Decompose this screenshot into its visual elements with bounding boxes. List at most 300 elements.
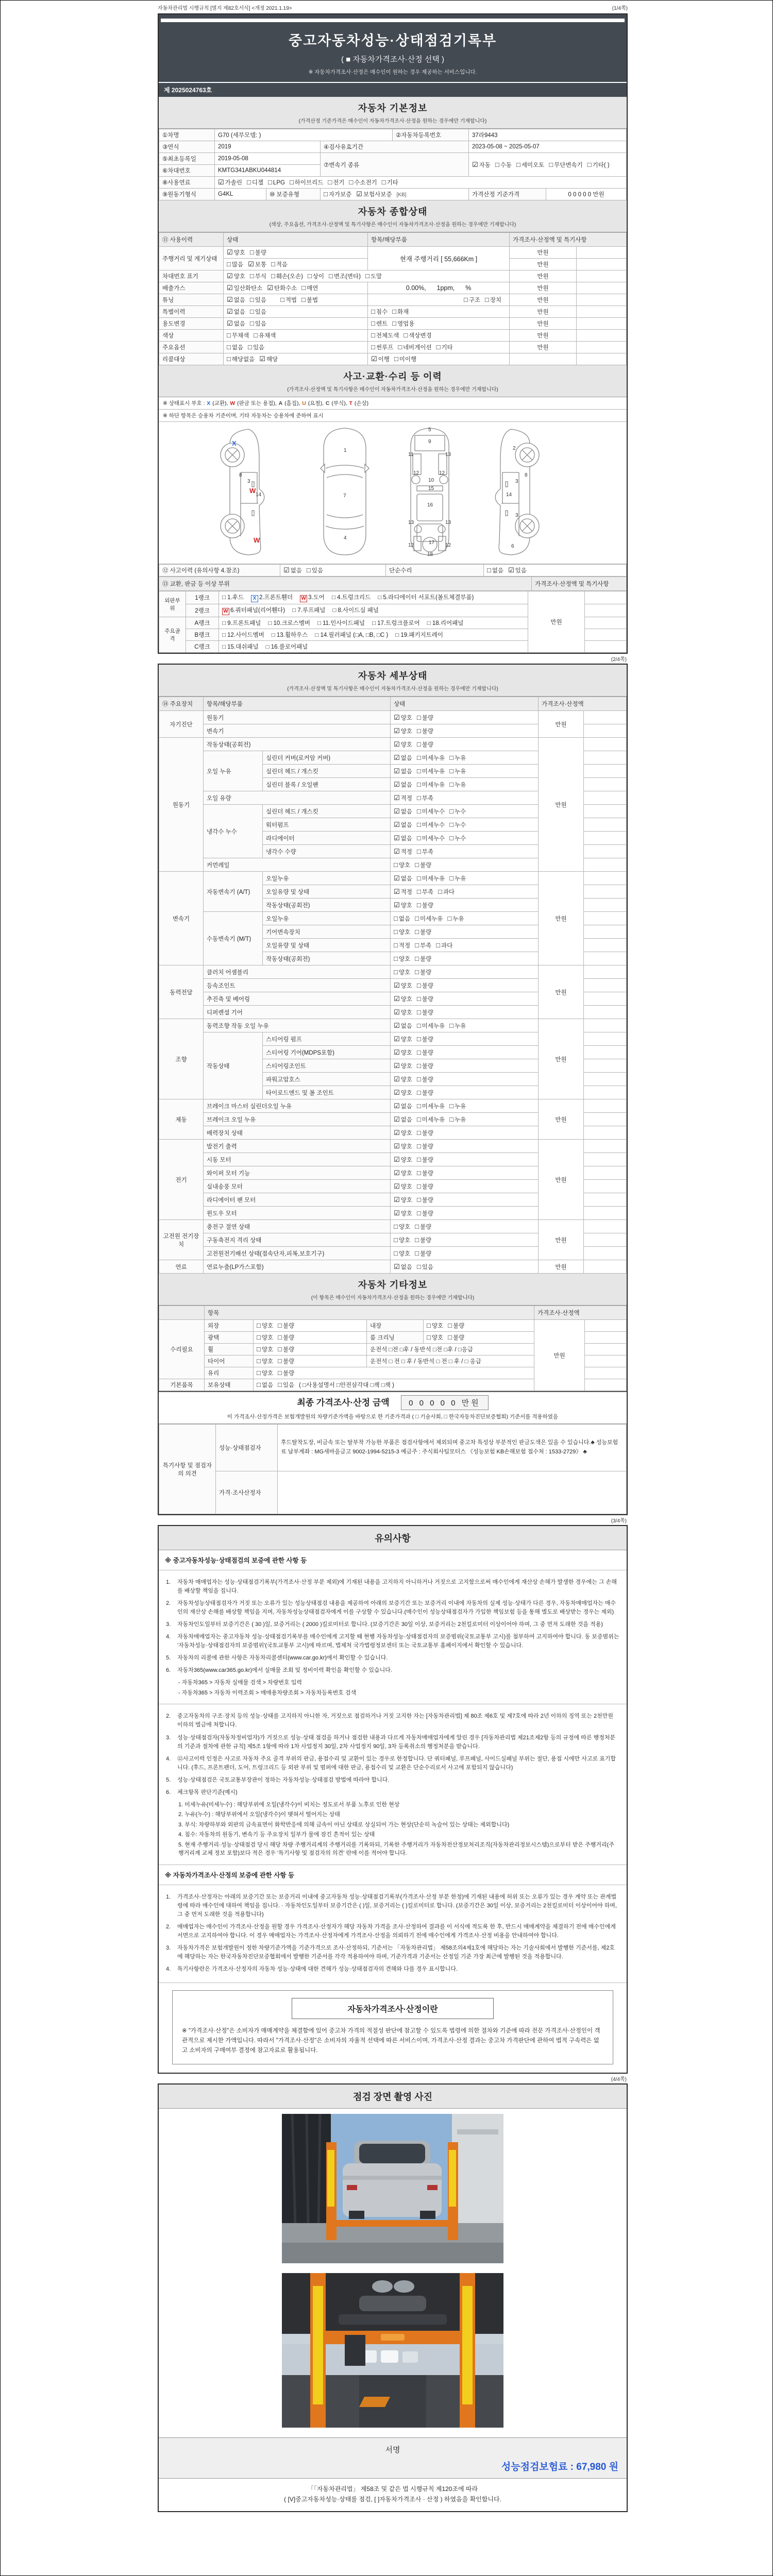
panel-item-16: □ 16.플로어패널 <box>265 644 308 650</box>
checkbox-checked: ☑ 없음 <box>394 1021 412 1029</box>
block-page1 <box>158 13 628 654</box>
checkbox-unchecked: □ 양호 <box>257 1345 274 1353</box>
checked-box-icon: ☑ <box>227 248 233 256</box>
checkbox-unchecked: □ 불량 <box>278 1333 295 1341</box>
notice-title: 유의사항 <box>159 1526 627 1550</box>
circle-element <box>438 526 445 533</box>
checkbox-unchecked: □ 있음 <box>249 308 266 315</box>
note-cell <box>584 1220 627 1233</box>
tbody-element <box>159 233 627 365</box>
rect-element <box>506 482 508 487</box>
notice-item-text: 자동차인도일부터 보증기간은 ( 30 )일, 보증거리는 ( 2000 )킬로미터로 합니다. (보증기간은 30일 이상, 보증거리는 2천킬로미터 이상이어야 하며, 그 중 먼저 도래한 것을 적용) <box>177 1621 603 1628</box>
note-cell <box>585 1332 627 1344</box>
detail-group-제동: 제동 <box>159 1099 204 1140</box>
checkbox-unchecked: □ 있음 <box>248 343 265 351</box>
unchecked-box-icon: □ <box>222 632 228 638</box>
detail-subitem: 오일누유 <box>263 872 391 885</box>
checked-box-icon: ☑ <box>508 566 514 574</box>
note-cell <box>584 965 627 979</box>
panel-item-7: □ 7.루프패널 <box>292 607 326 614</box>
repair-group-label: 수리필요 <box>159 1320 205 1379</box>
unchecked-box-icon: □ <box>278 1357 282 1365</box>
rect-element <box>449 2150 456 2207</box>
note-cell <box>585 641 627 653</box>
text-element: 10 <box>428 478 434 483</box>
simple-repair-checks <box>484 565 627 577</box>
checkbox-unchecked: □ 매연 <box>301 284 318 292</box>
field-vin-label: ⑥차대번호 <box>159 165 215 177</box>
notice-item-text: 특기사항란은 가격조사·산정자의 자동차 성능·상태에 대한 견해가 성능·상태점검자의 견해와 다를 경우 표시합니다. <box>177 1966 458 1973</box>
rect-element <box>282 2243 503 2263</box>
row-usage-label: 용도변경 <box>159 318 224 330</box>
ellipse-element <box>394 2280 414 2293</box>
detail-status <box>391 1247 539 1260</box>
row-options-label: 주요옵션 <box>159 342 224 353</box>
unchecked-box-icon: □ <box>246 178 251 186</box>
notice-subitem: 5. 현재 주행거리·성능·상태점검 당시 해당 차량 주행거리계의 주행거리를 기록하되, 기록한 주행거리가 자동차전산정보처리조직(자동차관리정보시스템)으로부터 받은 주행거리(주행거리계 교체 정보 포함)보다 적은 경우 '특기사항 및 점검자의 의견' 란에 이를 적어야 합니다. <box>178 1841 614 1857</box>
unchecked-box-icon: □ <box>289 178 294 186</box>
legend-symbol-A: A <box>278 400 283 406</box>
unchecked-box-icon: □ <box>416 1182 421 1190</box>
detail-col-item: 항목/해당부품 <box>204 697 391 711</box>
block-page4 <box>158 2083 628 2512</box>
detail-col-state: 상태 <box>391 697 539 711</box>
field-reg-no-value: 37라9443 <box>469 129 627 141</box>
detail-price-cell: 만원 <box>539 1099 584 1140</box>
detail-status <box>391 724 539 738</box>
inspection-photo-1 <box>159 2109 627 2273</box>
detail-status <box>391 1032 539 1046</box>
emission-checks <box>224 282 368 294</box>
notice-item-number: 3. <box>166 1945 171 1952</box>
legend-symbol-W: W <box>230 400 236 406</box>
unchecked-box-icon: □ <box>394 914 398 922</box>
checkbox-unchecked: □ 누유 <box>449 874 466 882</box>
text-element: 12 <box>408 543 414 548</box>
rect-element <box>331 2220 454 2227</box>
rect-element <box>339 2314 447 2325</box>
unchecked-box-icon: □ <box>365 272 369 280</box>
recall-checks <box>224 353 368 365</box>
row-emission-label: 배출가스 <box>159 282 224 294</box>
tr-element <box>159 270 627 282</box>
checkbox-checked: ☑ 자동 <box>472 160 491 168</box>
exterior-checks <box>254 1320 367 1332</box>
detail-item: 냉각수 누수 <box>204 805 263 858</box>
unchecked-box-icon: □ <box>449 1101 454 1110</box>
text-element: 11 <box>408 452 414 457</box>
text-element: 12 <box>445 543 451 548</box>
text-element: 15 <box>428 486 434 492</box>
checkbox-unchecked: □ 양호 <box>394 860 411 869</box>
exchange-price-header: 가격조사·산정액 및 특기사항 <box>532 577 627 591</box>
checkbox-checked: ☑ 양호 <box>394 1008 412 1016</box>
checkbox-unchecked: □ 누유 <box>449 1021 466 1029</box>
span-element <box>257 1382 299 1388</box>
unchecked-box-icon: □ <box>398 343 402 351</box>
ellipse-element <box>372 2280 393 2293</box>
note-cell <box>584 1140 627 1153</box>
rank-category: 주요골격 <box>159 617 186 653</box>
options-checks <box>224 342 368 353</box>
checkbox-unchecked: □ 미세누유 <box>416 1115 445 1123</box>
field-fuel-checks <box>215 177 627 189</box>
checkbox-unchecked: □ 양호 <box>394 1235 411 1244</box>
unchecked-box-icon: □ <box>315 632 321 638</box>
field-reg-no-label: ②자동차등록번호 <box>393 129 469 141</box>
checkbox-unchecked: □ 불량 <box>416 1142 433 1150</box>
text-element: 12 <box>439 470 445 476</box>
unchecked-box-icon: □ <box>448 1333 452 1341</box>
row-tuning-label: 튜닝 <box>159 294 224 306</box>
checkbox-checked: ☑ 양호 <box>227 248 245 256</box>
checkbox-unchecked: □ 불량 <box>416 1182 433 1190</box>
opinion-table <box>159 1424 627 1514</box>
row-color-label: 색상 <box>159 330 224 342</box>
detail-status <box>391 952 539 965</box>
rank-label: A랭크 <box>186 617 219 629</box>
checkbox-checked: ☑ 양호 <box>394 1048 412 1056</box>
checkbox-checked: ☑ 없음 <box>394 767 412 775</box>
field-first-reg-value: 2019-05-08 <box>215 153 321 165</box>
checked-box-icon: ☑ <box>394 1035 400 1043</box>
detail-status <box>391 1220 539 1233</box>
confirmation-footer <box>159 2479 627 2511</box>
note-cell <box>585 591 627 604</box>
tire-label: 타이어 <box>205 1355 254 1367</box>
unchecked-box-icon: □ <box>268 620 274 626</box>
appraiser-opinion <box>278 1471 627 1514</box>
unchecked-box-icon: □ <box>449 1115 454 1123</box>
rect-element <box>359 2296 426 2311</box>
unchecked-box-icon: □ <box>394 860 398 869</box>
detail-group-연료: 연료 <box>159 1260 204 1274</box>
checkbox-unchecked: □ 누유 <box>449 780 466 788</box>
checked-box-icon: ☑ <box>394 1209 400 1217</box>
checkbox-checked: ☑ 양호 <box>394 994 412 1003</box>
note-cell <box>584 1019 627 1032</box>
rank-label: 1랭크 <box>186 591 219 604</box>
row-recall-label: 리콜대상 <box>159 353 224 365</box>
checkbox-checked: ☑ 해당 <box>259 355 278 363</box>
checkbox-unchecked: □ 무단변속기 <box>549 160 583 168</box>
special-checks <box>224 306 368 318</box>
checkbox-unchecked: □ 없음 <box>257 1381 274 1388</box>
price-cell: 만원 <box>510 270 577 282</box>
unchecked-box-icon: □ <box>278 1369 282 1377</box>
detail-subitem: 작동상태(공회전) <box>263 899 391 912</box>
color-checks <box>224 330 368 342</box>
checkbox-unchecked: □ LPG <box>268 178 285 186</box>
tbody-element <box>159 1306 627 1391</box>
panel-mark-W: W <box>222 608 229 615</box>
checkbox-unchecked: □ 유채색 <box>254 331 276 339</box>
appraiser-label: 가격·조사산정자 <box>216 1471 278 1514</box>
detail-status <box>391 1059 539 1073</box>
rect-element <box>343 2176 442 2180</box>
unchecked-box-icon: □ <box>416 1048 421 1056</box>
tr-element <box>159 1471 627 1514</box>
checkbox-checked: ☑ 탄화수소 <box>267 284 297 292</box>
tr-element <box>159 577 627 591</box>
checked-box-icon: ☑ <box>394 847 400 855</box>
checked-box-icon: ☑ <box>394 901 400 909</box>
notice-list-2 <box>159 1704 627 1865</box>
detail-title: 자동차 세부상태 <box>358 671 428 681</box>
checkbox-unchecked: □ 불량 <box>415 927 432 936</box>
tr-element <box>159 247 627 259</box>
notice-section1-title: ※ 중고자동차성능·상태점검의 보증에 관한 사항 등 <box>159 1550 627 1570</box>
unchecked-box-icon: □ <box>416 874 421 882</box>
final-price-value: 0 0 0 0 0 만원 <box>401 1395 489 1410</box>
path-element <box>327 515 363 518</box>
meta-row <box>158 3 628 13</box>
unchecked-box-icon: □ <box>257 1345 261 1353</box>
tr-element <box>159 177 627 189</box>
checkbox-unchecked: □ 불량 <box>278 1369 295 1377</box>
detail-group-변속기: 변속기 <box>159 872 204 965</box>
unchecked-box-icon: □ <box>254 331 258 339</box>
unchecked-box-icon: □ <box>271 632 277 638</box>
unchecked-box-icon: □ <box>249 272 254 280</box>
checked-box-icon: ☑ <box>227 296 233 303</box>
checkbox-unchecked: □ 과다 <box>438 887 455 895</box>
tbody-element <box>159 697 627 711</box>
rect-element <box>252 511 254 516</box>
path-element <box>326 465 364 468</box>
note-cell <box>577 318 627 330</box>
note-cell <box>584 1073 627 1086</box>
detail-item: 배력장치 상태 <box>204 1126 391 1140</box>
detail-status <box>391 845 539 858</box>
note-cell <box>584 1193 627 1207</box>
unchecked-box-icon: □ <box>415 968 419 976</box>
panel-item-18: □ 18.리어패널 <box>427 620 464 626</box>
checkbox-checked: ☑ 없음 <box>283 566 302 574</box>
unchecked-box-icon: □ <box>487 566 491 574</box>
unchecked-box-icon: □ <box>416 1075 421 1083</box>
price-cell: 만원 <box>510 259 577 270</box>
unchecked-box-icon: □ <box>416 887 421 895</box>
checkbox-unchecked: □ 양호 <box>427 1321 444 1329</box>
checkbox-unchecked: □ 불량 <box>448 1321 465 1329</box>
basic-info-subtitle: (가격산정 기준가격은 매수인이 자동차가격조사·산정을 원하는 경우에만 기재합니다) <box>298 118 487 124</box>
checkbox-unchecked: □ 누수 <box>449 807 466 815</box>
checked-box-icon: ☑ <box>394 1168 400 1177</box>
unchecked-box-icon: □ <box>257 1321 261 1329</box>
tr-element <box>159 318 627 330</box>
unchecked-box-icon: □ <box>416 847 421 855</box>
detail-item: 충전구 절연 상태 <box>204 1220 391 1233</box>
notice-subitem: 2. 누유(누수) : 해당부위에서 오일(냉각수)이 맺혀서 떨어지는 상태 <box>178 1811 340 1818</box>
text-element: 3 <box>515 479 518 484</box>
panel-item-3: W 3.도어 <box>300 593 325 602</box>
checkbox-unchecked: □ 불법 <box>301 296 318 303</box>
unchecked-box-icon: □ <box>449 807 454 815</box>
tbody-element <box>159 1425 627 1514</box>
checked-box-icon: ☑ <box>394 981 400 989</box>
unchecked-box-icon: □ <box>257 1357 261 1365</box>
checkbox-checked: ☑ 양호 <box>394 1035 412 1043</box>
unchecked-box-icon: □ <box>415 954 419 962</box>
text-element: 13 <box>445 452 451 457</box>
unchecked-box-icon: □ <box>249 248 254 256</box>
notice-item-text: 자동차365(www.car365.go.kr)에서 실매물 조회 및 정비이력 확인을 확인할 수 있습니다. <box>177 1667 392 1674</box>
etc-table <box>159 1306 627 1391</box>
note-cell <box>584 1006 627 1019</box>
checkbox-checked: ☑ 있음 <box>508 566 527 574</box>
note-cell <box>584 925 627 939</box>
checked-box-icon: ☑ <box>371 355 377 363</box>
checked-box-icon: ☑ <box>394 874 400 882</box>
checkbox-unchecked: □ 양호 <box>394 927 411 936</box>
checkbox-unchecked: □ 구조 <box>463 296 480 303</box>
note-cell <box>584 1207 627 1220</box>
detail-status <box>391 711 539 724</box>
note-cell <box>577 306 627 318</box>
unchecked-box-icon: □ <box>257 1381 261 1388</box>
unchecked-box-icon: □ <box>307 272 312 280</box>
checkbox-unchecked: □ 없음 <box>227 343 244 351</box>
checkbox-checked: ☑ 양호 <box>394 1209 412 1217</box>
rank-label: 2랭크 <box>186 604 219 617</box>
col-state: 상태 <box>224 233 368 247</box>
field-car-name-value: G70 (세부모델: ) <box>215 129 393 141</box>
text-element: 6 <box>511 544 514 549</box>
panel-item-6: W 6.쿼터패널(리어휀다) <box>222 606 285 615</box>
checkbox-unchecked: □ 불량 <box>416 1048 433 1056</box>
detail-status <box>391 1099 539 1113</box>
detail-price-cell: 만원 <box>539 1220 584 1260</box>
checkbox-unchecked: □ 훼손(오손) <box>271 272 303 280</box>
checkbox-unchecked: □ 네비게이션 <box>398 343 432 351</box>
checkbox-unchecked: □ 미세누수 <box>416 807 445 815</box>
notice-item-number: 4. <box>166 1966 171 1973</box>
etc-col-item: 항목 <box>205 1306 534 1320</box>
text-element: 9 <box>428 439 431 445</box>
unchecked-box-icon: □ <box>436 941 441 949</box>
panel-item-15: □ 15.대쉬패널 <box>222 644 259 650</box>
header-stripe <box>161 19 625 22</box>
unchecked-box-icon: □ <box>416 1168 421 1177</box>
tr-element <box>159 872 627 885</box>
unchecked-box-icon: □ <box>317 620 323 626</box>
checkbox-checked: ☑ 양호 <box>394 1088 412 1096</box>
checkbox-unchecked: □ 상이 <box>307 272 324 280</box>
checkbox-checked: ☑ 없음 <box>394 834 412 842</box>
mileage-status1 <box>224 247 368 259</box>
text-element: 7 <box>343 493 346 499</box>
checkbox-unchecked: □ 색상변경 <box>404 331 432 339</box>
accident-note2: ※ 하단 항목은 승용차 기준이며, 기타 자동차는 승용차에 준하여 표시 <box>159 410 627 422</box>
basic-info-title: 자동차 기본정보 <box>358 103 428 113</box>
tuning-type-checks <box>368 294 510 306</box>
note-cell <box>585 1320 627 1332</box>
accident-history-label: ⑫ 사고이력 (유의사항 4.참조) <box>159 565 280 577</box>
unchecked-box-icon: □ <box>257 1333 261 1341</box>
detail-item: 자동변속기 (A/T) <box>204 872 263 912</box>
unchecked-box-icon: □ <box>427 620 432 626</box>
tbody-element <box>159 565 627 577</box>
base-price-label: 가격산정 기준가격 <box>469 189 546 200</box>
checkbox-checked: ☑ 양호 <box>227 272 245 280</box>
notice-item-text: 자동차성능상태점검자가 거짓 또는 오류가 있는 성능상태점검 내용을 제공하여 아래의 보증기간 또는 보증거리 이내에 자동차의 실제 성능·상태가 다른 경우, 자동차매매업자는 매수인의 재산상 손해를 배상할 책임을 지며, 자동차성능상태점검자에게 이를 구상할 수 있습니다.(매수인이 성능상태점검자가 가입한 책임보험 등을 통해 별도로 배상받는 경우는 제외) <box>177 1600 616 1616</box>
note-cell <box>584 791 627 805</box>
rect-element <box>349 2211 364 2219</box>
checked-box-icon: ☑ <box>394 1182 400 1190</box>
checkbox-unchecked: □ 부족 <box>415 941 432 949</box>
unchecked-box-icon: □ <box>278 1333 282 1341</box>
note-cell <box>577 259 627 270</box>
unchecked-box-icon: □ <box>324 190 328 198</box>
unchecked-box-icon: □ <box>416 726 421 735</box>
checked-box-icon: ☑ <box>394 834 400 842</box>
note-cell <box>584 1099 627 1113</box>
price-cell: 만원 <box>510 282 577 294</box>
checkbox-unchecked: □ 부식 <box>249 272 266 280</box>
unchecked-box-icon: □ <box>416 767 421 775</box>
field-engine-type-label: ⑨원동기형식 <box>159 189 215 200</box>
unchecked-box-icon: □ <box>416 1061 421 1070</box>
rank-category: 외판부위 <box>159 591 186 617</box>
notice-item <box>166 1893 619 1919</box>
notice-item <box>166 1620 619 1629</box>
unchecked-box-icon: □ <box>278 1345 282 1353</box>
unchecked-box-icon: □ <box>463 296 468 303</box>
unchecked-box-icon: □ <box>378 595 383 601</box>
checkbox-unchecked: □ 침수 <box>371 308 388 315</box>
warranty-provider: [KB] <box>396 192 407 198</box>
special-type-checks <box>368 306 510 318</box>
note-cell <box>584 751 627 765</box>
detail-status <box>391 912 539 925</box>
rect-element <box>313 2286 323 2404</box>
detail-status <box>391 1126 539 1140</box>
tr-element <box>159 1019 627 1032</box>
detail-status <box>391 765 539 778</box>
checkbox-unchecked: □ 양호 <box>394 1222 411 1230</box>
accident-history-table <box>159 564 627 577</box>
checkbox-checked: ☑ 양호 <box>394 1195 412 1204</box>
unchecked-box-icon: □ <box>415 914 419 922</box>
page-marker-3: (3/4쪽) <box>611 1518 627 1524</box>
tr-element <box>159 189 627 200</box>
final-price-note: 이 가격조사·산정가격은 보험개발원의 차량기준가액을 바탕으로 한 기준가격과 ( □ 기술사회, □ 한국자동차진단보증협회) 기준서를 적용하였음 <box>227 1414 559 1420</box>
rect-element <box>457 2129 498 2134</box>
text-element: 8 <box>525 472 528 478</box>
unchecked-box-icon: □ <box>416 1021 421 1029</box>
detail-status <box>391 965 539 979</box>
checkbox-unchecked: □ 세미오토 <box>516 160 545 168</box>
hold-label: 보유상태 <box>205 1379 254 1391</box>
detail-status <box>391 1166 539 1180</box>
price-cell: 만원 <box>510 247 577 259</box>
damage-mark-X: X <box>232 439 237 447</box>
etc-col-empty <box>159 1306 205 1320</box>
checkbox-unchecked: □ 기타( ) <box>587 160 610 168</box>
unchecked-box-icon: □ <box>416 740 421 748</box>
tr-element <box>159 738 627 751</box>
checked-box-icon: ☑ <box>394 1142 400 1150</box>
checkbox-unchecked: □ 불량 <box>416 994 433 1003</box>
unchecked-box-icon: □ <box>249 319 254 327</box>
checked-box-icon: ☑ <box>394 793 400 802</box>
checkbox-checked: ☑ 양호 <box>394 1155 412 1163</box>
detail-status <box>391 1153 539 1166</box>
rank-table <box>159 591 627 653</box>
detail-item: 라디에이터 팬 모터 <box>204 1193 391 1207</box>
signature-label: 서명 <box>385 2446 400 2455</box>
